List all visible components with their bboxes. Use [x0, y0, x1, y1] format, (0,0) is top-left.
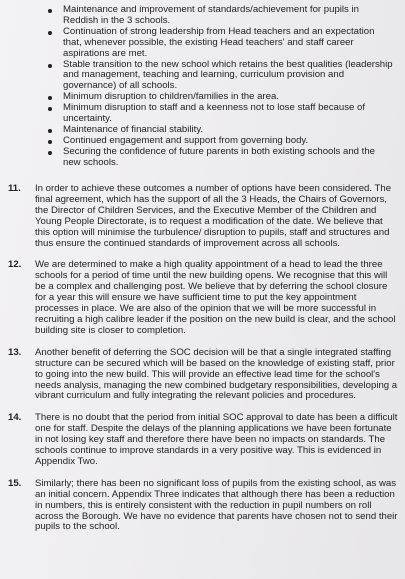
paragraph-15: [8, 479, 400, 534]
paragraph-11: [8, 184, 400, 249]
outcomes-bullet-list: [46, 5, 394, 169]
bullet-item: Minimum disruption to children/families in the area.: [46, 92, 394, 103]
paragraph-number: 14.: [8, 412, 22, 424]
paragraph-text: Similarly; there has been no significant loss of pupils from the existing school, as was an initial concern. Appendix Three indicates that although there has been a reduction in numbers, this is entirely consistent with the reduction in pupil numbers on roll across the Borough. We have no evidence that parents have chosen not to send their pupils to the school.: [35, 477, 398, 533]
bullet-item: Securing the confidence of future parents in both existing schools and the new schools.: [46, 147, 394, 169]
bullet-item: Continued engagement and support from governing body.: [46, 136, 394, 147]
bullet-item: Maintenance and improvement of standards/achievement for pupils in Reddish in the 3 schools.: [46, 5, 394, 27]
paragraph-number: 13.: [8, 346, 22, 358]
bullet-item: Maintenance of financial stability.: [46, 125, 394, 136]
numbered-paragraphs: [8, 184, 400, 544]
paragraph-text: There is no doubt that the period from initial SOC approval to date has been a difficult one for staff. Despite the delays of the planning applications we have been fortunate in not losing key staff and therefore there have been no impacts on standards. The schools continue to improve standards in a very positive way. This is evidenced in Appendix Two.: [35, 412, 398, 467]
paragraph-text: In order to achieve these outcomes a number of options have been considered. The final agreement, which has the support of all the 3 Heads, the Chairs of Governors, the Director of Children Services, and the Executive Member of the Children and Young People Directorate, is to request a modification of the date. We believe that this option will minimise the turbulence/ disruption to pupils, staff and structures and thus ensure the continued standards of improvement across all schools.: [35, 183, 392, 249]
paragraph-14: [8, 413, 400, 468]
paragraph-text: Another benefit of deferring the SOC decision will be that a single integrated staffing structure can be secured which will be based on the knowledge of existing staff, prior to going into the new build. This will provide an effective lead time for the school's needs analysis, managing the new combined budgetary responsibilities, developing a vibrant curriculum and fully integrating the relevant policies and procedures.: [35, 346, 398, 402]
paragraph-number: 11.: [8, 183, 21, 194]
bullet-item: Continuation of strong leadership from Head teachers and an expectation that, whenever possible, the existing Head teachers' and staff career aspirations are met.: [46, 27, 394, 60]
bullet-item: Stable transition to the new school which retains the best qualities (leadership and management, teaching and learning, curriculum provision and governance) of all schools.: [46, 60, 394, 93]
bullet-item: Minimum disruption to staff and a keenness not to lose staff because of uncertainty.: [46, 103, 394, 125]
paragraph-13: [8, 348, 400, 403]
paragraph-12: [8, 260, 400, 336]
paragraph-text: We are determined to make a high quality appointment of a head to lead the three schools for a period of time until the new building opens. We recognise that this will be a complex and challenging post. We believe that by deferring the school closure for a year this will ensure we have sufficient time to put the key appointment processes in place. We are also of the opinion that we will be more successful in recruiting a high calibre leader if the position on the new build is clear, and the school building site is closer to completion.: [35, 259, 396, 336]
paragraph-number: 15.: [8, 477, 22, 489]
paragraph-number: 12.: [8, 259, 22, 271]
